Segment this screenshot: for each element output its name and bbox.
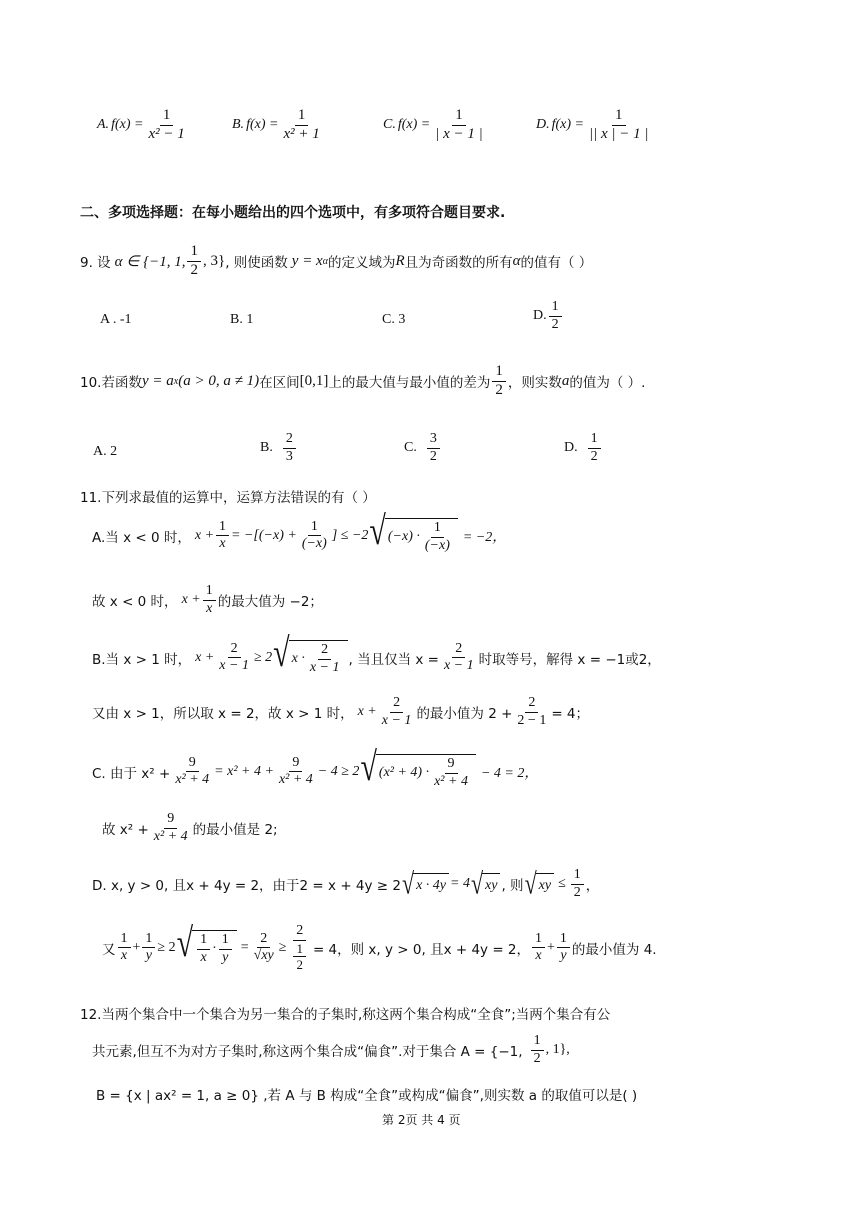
- math-expr: x +: [194, 527, 215, 543]
- math-expr: ≥ 2: [253, 649, 273, 665]
- math-expr: +: [547, 939, 555, 955]
- q10-option-a: A. 2: [93, 444, 118, 459]
- fraction: [293, 942, 306, 972]
- denominator: y: [145, 948, 153, 964]
- option-label: B.: [232, 117, 245, 133]
- option-text: 故 x² +: [102, 822, 149, 839]
- q9-option-a: A . -1: [100, 312, 132, 327]
- fraction: [531, 1034, 544, 1066]
- fraction: [118, 932, 131, 964]
- numerator: 2: [283, 432, 296, 449]
- denominator: 2 − 1: [517, 712, 547, 728]
- numerator: 1: [571, 868, 584, 885]
- denominator: x − 1: [443, 658, 474, 674]
- denominator: x: [206, 600, 213, 616]
- math-expr: ≥ 2: [157, 939, 176, 955]
- radicand: [385, 518, 458, 553]
- numerator: 9: [445, 757, 458, 774]
- numerator: 2: [390, 696, 403, 713]
- q8-option-d: [536, 108, 654, 143]
- radicand: [192, 930, 237, 965]
- fraction: [549, 300, 562, 332]
- denominator: 2: [429, 448, 437, 464]
- option-label: D.: [536, 117, 550, 133]
- numerator: 2: [318, 643, 331, 660]
- radical-sign: √: [176, 921, 194, 966]
- numerator: 1: [295, 108, 309, 126]
- numerator: 2: [525, 696, 538, 713]
- fraction: [187, 244, 201, 279]
- math-expr: (−x) ·: [387, 529, 420, 545]
- denominator: (−x): [301, 536, 327, 552]
- option-label: A.: [97, 117, 110, 133]
- q11-option-a-line2: [92, 584, 323, 616]
- square-root: [369, 509, 457, 554]
- fraction: [251, 932, 277, 964]
- denominator: 3: [285, 448, 293, 464]
- q11-option-c-line1: [92, 745, 539, 790]
- math-expr: R: [395, 252, 405, 269]
- fraction: [280, 108, 322, 143]
- numerator: 2: [452, 642, 465, 659]
- section-title: 二、多项选择题：在每小题给出的四个选项中，有多项符合题目要求.: [80, 205, 506, 221]
- fraction: [492, 364, 506, 399]
- option-text: 的最小值是 2;: [192, 822, 278, 839]
- fraction: [431, 757, 471, 789]
- math-expr: = −[(−x) +: [231, 527, 297, 543]
- function-expr: f(x) =: [111, 117, 144, 133]
- denominator: 2: [590, 448, 598, 464]
- numerator: 1: [219, 933, 232, 950]
- radical-sign: √: [401, 866, 415, 901]
- q11-option-b-line1: [92, 631, 661, 676]
- denominator: √xy: [253, 948, 274, 964]
- q11-option-c-line2: [102, 812, 278, 844]
- denominator: x² + 1: [283, 125, 320, 142]
- math-expr: y = x: [291, 252, 323, 269]
- denominator: 2: [495, 381, 503, 398]
- exponent: x: [173, 375, 179, 387]
- function-expr: f(x) =: [246, 117, 279, 133]
- option-text: D. x, y > 0, 且x + 4y = 2，由于2 = x + 4y ≥ 2: [92, 878, 401, 895]
- math-expr: =: [240, 939, 249, 955]
- square-root: [524, 866, 555, 901]
- math-expr: x ·: [291, 651, 305, 667]
- square-root: [176, 921, 237, 966]
- numerator: 1: [197, 933, 210, 950]
- math-expr: [0,1]: [299, 372, 329, 389]
- math-expr: (a > 0, a ≠ 1): [178, 372, 260, 389]
- numerator: 1: [293, 942, 306, 958]
- fraction: [283, 432, 296, 464]
- denominator: x² + 4: [278, 772, 313, 788]
- option-text: 的最小值为 4.: [571, 941, 657, 958]
- option-text: , 当且仅当 x =: [348, 651, 439, 668]
- math-expr: , 1},: [545, 1042, 570, 1058]
- radical-sign: √: [524, 866, 537, 901]
- option-label: C.: [383, 117, 396, 133]
- denominator: x − 1: [309, 659, 340, 675]
- math-expr: = −2，: [462, 529, 507, 545]
- square-root: [401, 866, 449, 901]
- compound-fraction: [288, 924, 311, 972]
- fraction: [142, 932, 155, 964]
- q11-option-b-line2: [92, 696, 589, 728]
- fraction: [276, 756, 316, 788]
- fraction: [557, 932, 570, 964]
- denominator: 2: [296, 957, 303, 973]
- option-text: = 4，则 x, y > 0, 且x + 4y = 2，: [312, 941, 531, 958]
- stem-text: 在区间: [259, 375, 300, 392]
- fraction: [514, 696, 549, 728]
- radical-sign: √: [273, 631, 290, 676]
- q11-option-a-line1: [92, 509, 507, 554]
- denominator: y: [222, 949, 229, 965]
- option-text: 又由 x > 1，所以取 x = 2，故 x > 1 时，: [92, 706, 354, 723]
- denominator: || x | − 1 |: [589, 125, 649, 142]
- numerator: 1: [142, 932, 155, 949]
- option-label: D.: [564, 440, 578, 456]
- option-text: C. 由于 x² +: [92, 765, 171, 782]
- numerator: 9: [289, 756, 302, 773]
- q12-line-3: B = {x | ax² = 1, a ≥ 0} ,若 A 与 B 构成“全食”或构成“偏食”,则实数 a 的取值可以是( ): [96, 1088, 638, 1104]
- numerator: 1: [160, 108, 174, 126]
- numerator: 9: [164, 812, 177, 829]
- numerator: 1: [118, 932, 131, 949]
- numerator: 1: [452, 108, 466, 126]
- denominator: [288, 941, 311, 972]
- numerator: 1: [308, 520, 321, 537]
- q12-line-2: [92, 1034, 570, 1066]
- radical-sign: √: [360, 745, 377, 790]
- q9-option-d: [533, 300, 564, 332]
- denominator: 2: [190, 261, 198, 278]
- math-expr: x +: [181, 592, 201, 608]
- fraction: [586, 108, 652, 143]
- denominator: x: [219, 536, 226, 552]
- denominator: x: [120, 948, 128, 964]
- fraction: [219, 933, 232, 965]
- denominator: 2: [551, 316, 559, 332]
- denominator: x² + 4: [153, 828, 188, 844]
- option-text: ，: [585, 878, 600, 895]
- radicand: xy: [482, 873, 500, 895]
- stem-text: ，则实数: [507, 375, 562, 392]
- fraction: [151, 812, 191, 844]
- option-label: C.: [404, 440, 417, 456]
- q9-stem: [80, 244, 592, 279]
- math-expr: ≤: [558, 876, 566, 892]
- function-expr: f(x) =: [551, 117, 584, 133]
- option-text: = 4；: [551, 706, 590, 723]
- fraction: [216, 520, 229, 552]
- q10-stem: [80, 364, 645, 399]
- math-expr: y = a: [141, 372, 174, 389]
- denominator: 2: [573, 884, 581, 900]
- math-expr: − 4 = 2，: [480, 765, 539, 781]
- math-expr: α ∈ {−1, 1,: [114, 253, 186, 270]
- math-expr: α: [512, 252, 521, 269]
- denominator: 2: [533, 1050, 541, 1066]
- q10-option-b: [260, 432, 298, 464]
- denominator: x − 1: [219, 658, 249, 674]
- numerator: 1: [492, 364, 506, 382]
- denominator: x² + 4: [434, 773, 468, 789]
- numerator: 3: [427, 432, 440, 449]
- math-expr: ·: [212, 941, 217, 957]
- square-root: [470, 866, 501, 901]
- fraction: [203, 584, 216, 616]
- square-root: [273, 631, 347, 676]
- stem-text: 上的最大值与最小值的差为: [328, 375, 491, 392]
- fraction: [216, 642, 252, 674]
- math-expr: ≥: [278, 939, 287, 955]
- option-text: 的最小值为 2 +: [416, 706, 513, 723]
- option-text: 故 x < 0 时，: [92, 594, 178, 611]
- option-label: B.: [260, 440, 273, 456]
- math-expr: ] ≤ −2: [331, 527, 369, 543]
- stem-text: 的值有（ ）: [520, 255, 593, 272]
- denominator: | x − 1 |: [435, 125, 483, 142]
- denominator: x² − 1: [148, 125, 185, 142]
- stem-text: 且为奇函数的所有: [404, 255, 513, 272]
- q9-option-c: C. 3: [382, 312, 406, 327]
- fraction: [571, 868, 584, 900]
- q9-option-b: B. 1: [230, 312, 254, 327]
- math-expr: x +: [357, 704, 377, 720]
- fraction: [427, 432, 440, 464]
- option-text: A.当 x < 0 时，: [92, 529, 191, 546]
- numerator: 1: [549, 300, 562, 317]
- denominator: y: [560, 948, 567, 964]
- q8-option-c: [383, 108, 488, 143]
- fraction: [432, 108, 486, 143]
- numerator: 1: [612, 108, 626, 126]
- math-expr: +: [132, 939, 141, 955]
- numerator: 2: [228, 642, 241, 659]
- radical-sign: √: [369, 509, 386, 554]
- math-expr: = x² + 4 +: [214, 763, 274, 779]
- denominator: (−x): [424, 537, 450, 553]
- option-text: 的最大值为 −2；: [217, 594, 323, 611]
- question-number: 10.若函数: [80, 375, 142, 392]
- denominator: x − 1: [381, 712, 412, 728]
- fraction: [441, 642, 477, 674]
- numerator: 1: [531, 1034, 544, 1051]
- math-expr: (x² + 4) ·: [378, 765, 430, 781]
- function-expr: f(x) =: [397, 117, 431, 133]
- numerator: 1: [557, 932, 570, 949]
- fraction: [379, 696, 415, 728]
- fraction: [422, 521, 453, 553]
- option-label: D.: [533, 308, 547, 324]
- numerator: 1: [203, 584, 216, 601]
- radicand: x · 4y: [413, 873, 449, 895]
- q11-stem: 11.下列求最值的运算中，运算方法错误的有（ ）: [80, 490, 376, 506]
- fraction: [197, 933, 210, 965]
- radicand: xy: [536, 873, 554, 895]
- stem-text: , 则使函数: [225, 255, 288, 272]
- denominator: x: [200, 949, 207, 965]
- fraction: [145, 108, 187, 143]
- fraction: [299, 520, 330, 552]
- numerator: 9: [186, 756, 199, 773]
- q8-option-a: [97, 108, 190, 143]
- q11-option-d-line2: [102, 921, 657, 973]
- page-footer: 第 2页 共 4 页: [382, 1113, 461, 1127]
- stem-text: 的定义域为: [327, 255, 396, 272]
- numerator: 1: [532, 932, 545, 949]
- radicand: [289, 640, 348, 675]
- q8-option-b: [232, 108, 325, 143]
- fraction: [307, 643, 343, 675]
- math-expr: = 4: [450, 876, 470, 892]
- denominator: x² + 4: [175, 772, 210, 788]
- fraction: [172, 756, 212, 788]
- math-expr: a: [561, 372, 570, 389]
- option-text: 又: [102, 941, 116, 958]
- exponent: α: [322, 255, 328, 267]
- radical-sign: √: [470, 866, 484, 901]
- q10-option-c: [404, 432, 442, 464]
- numerator: 1: [187, 244, 201, 262]
- q12-line-1: 12.当两个集合中一个集合为另一集合的子集时,称这两个集合构成“全食”;当两个集合有公: [80, 1007, 611, 1023]
- numerator: 1: [588, 432, 601, 449]
- denominator: x: [535, 948, 542, 964]
- fraction: [588, 432, 601, 464]
- math-expr: x +: [195, 649, 215, 665]
- square-root: [360, 745, 476, 790]
- numerator: 1: [431, 521, 444, 538]
- math-expr: − 4 ≥ 2: [317, 763, 360, 779]
- stem-text: 的值为（ ）.: [569, 375, 646, 392]
- q11-option-d-line1: [92, 868, 599, 900]
- math-expr: , 3}: [202, 252, 226, 269]
- question-text: 共元素,但互不为对方子集时,称这两个集合成“偏食”.对于集合 A = {−1,: [92, 1044, 523, 1061]
- fraction: [532, 932, 545, 964]
- option-text: 时取等号，解得 x = −1或2，: [478, 651, 661, 668]
- numerator: 1: [216, 520, 229, 537]
- option-text: B.当 x > 1 时，: [92, 651, 192, 668]
- option-text: , 则: [501, 878, 524, 895]
- numerator: 2: [293, 924, 306, 941]
- radicand: [376, 754, 476, 789]
- q10-option-d: [564, 432, 603, 464]
- question-number: 9. 设: [80, 255, 111, 272]
- numerator: 2: [257, 932, 270, 949]
